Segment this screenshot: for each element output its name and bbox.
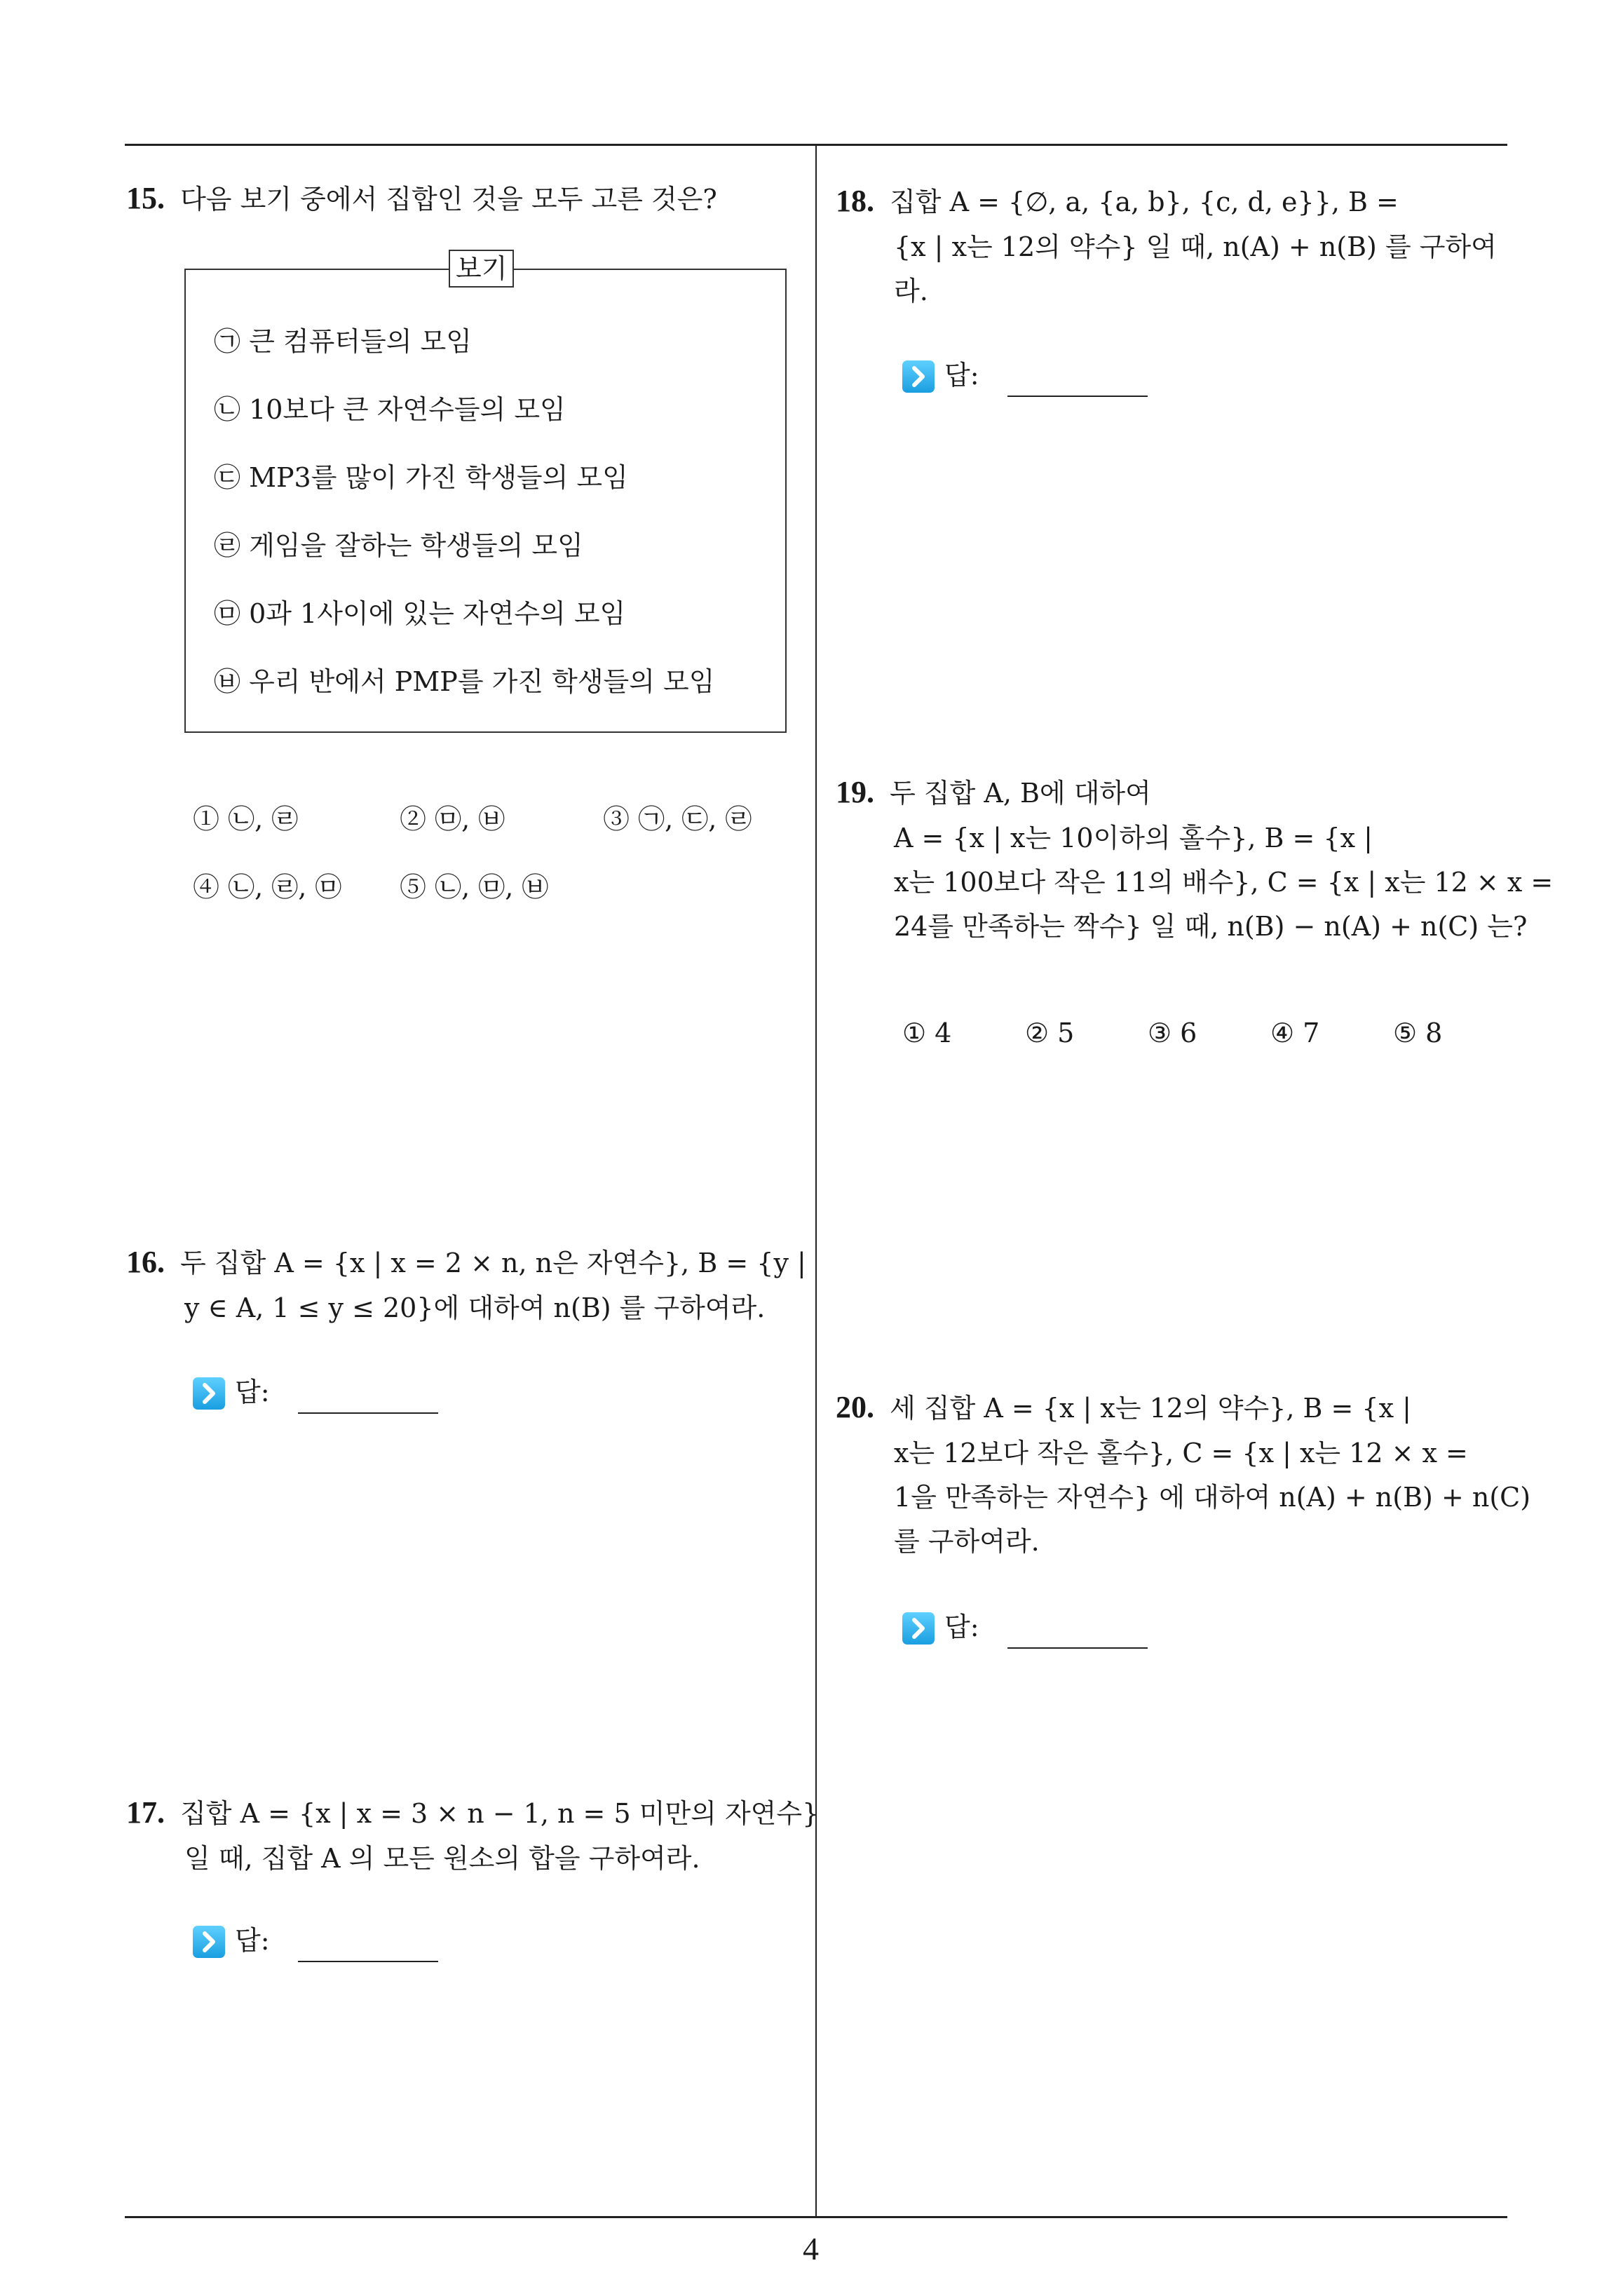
answer-label: 답: <box>235 1925 270 1956</box>
question-text-line: 두 집합 A = {x | x = 2 × n, n은 자연수}, B = {y | <box>180 1248 806 1278</box>
choice-5[interactable]: ⑤ ㉡, ㉤, ㉥ <box>400 872 549 903</box>
arrow-right-icon <box>193 1926 225 1958</box>
arrow-right-icon <box>193 1377 225 1410</box>
choice-1[interactable]: ① 4 <box>902 1018 952 1048</box>
choice-4[interactable]: ④ ㉡, ㉣, ㉤ <box>193 872 342 903</box>
question-text-line: 라. <box>894 276 928 306</box>
example-item: ㉡ 10보다 큰 자연수들의 모임 <box>214 394 566 425</box>
question-text-line: x는 100보다 작은 11의 배수}, C = {x | x는 12 × x = <box>894 867 1554 898</box>
example-item: ㉠ 큰 컴퓨터들의 모임 <box>214 326 472 357</box>
column-divider <box>815 144 817 2218</box>
choice-2[interactable]: ② ㉤, ㉥ <box>400 804 505 835</box>
bottom-rule <box>125 2216 1507 2218</box>
question-number: 20. <box>836 1390 874 1424</box>
question-text-line: 24를 만족하는 짝수} 일 때, n(B) − n(A) + n(C) 는? <box>894 911 1528 942</box>
answer-blank[interactable] <box>1007 396 1148 397</box>
question-number: 15. <box>126 181 165 215</box>
page-number: 4 <box>803 2231 819 2267</box>
answer-label: 답: <box>235 1377 270 1407</box>
question-text-line: 일 때, 집합 A 의 모든 원소의 합을 구하여라. <box>184 1843 700 1874</box>
question-text-line: {x | x는 12의 약수} 일 때, n(A) + n(B) 를 구하여 <box>894 231 1497 262</box>
arrow-right-icon <box>902 360 935 393</box>
answer-blank[interactable] <box>298 1961 438 1962</box>
choice-3[interactable]: ③ ㉠, ㉢, ㉣ <box>603 804 752 835</box>
arrow-right-icon <box>902 1612 935 1645</box>
question-number: 16. <box>126 1245 165 1279</box>
choice-1[interactable]: ① ㉡, ㉣ <box>193 804 299 835</box>
answer-blank[interactable] <box>1007 1647 1148 1649</box>
example-item: ㉥ 우리 반에서 PMP를 가진 학생들의 모임 <box>214 666 715 697</box>
example-item: ㉢ MP3를 많이 가진 학생들의 모임 <box>214 462 628 493</box>
question-text-line: y ∈ A, 1 ≤ y ≤ 20}에 대하여 n(B) 를 구하여라. <box>184 1292 766 1323</box>
example-item: ㉤ 0과 1사이에 있는 자연수의 모임 <box>214 598 626 629</box>
answer-field[interactable] <box>193 1375 473 1410</box>
choice-3[interactable]: ③ 6 <box>1148 1018 1197 1048</box>
question-text-line: A = {x | x는 10이하의 홀수}, B = {x | <box>894 823 1373 853</box>
answer-label: 답: <box>944 1612 979 1642</box>
question-text-line: x는 12보다 작은 홀수}, C = {x | x는 12 × x = <box>894 1438 1468 1468</box>
question-text-line: 집합 A = {∅, a, {a, b}, {c, d, e}}, B = <box>890 187 1399 217</box>
choice-2[interactable]: ② 5 <box>1025 1018 1075 1048</box>
answer-blank[interactable] <box>298 1412 438 1414</box>
answer-field[interactable] <box>902 358 1183 393</box>
choice-5[interactable]: ⑤ 8 <box>1393 1018 1443 1048</box>
question-number: 17. <box>126 1795 165 1830</box>
example-box-title: 보기 <box>449 250 514 288</box>
example-item: ㉣ 게임을 잘하는 학생들의 모임 <box>214 530 583 561</box>
question-text-line: 1을 만족하는 자연수} 에 대하여 n(A) + n(B) + n(C) <box>894 1482 1531 1513</box>
question-number: 19. <box>836 775 874 809</box>
answer-label: 답: <box>944 360 979 391</box>
question-number: 18. <box>836 184 874 218</box>
question-text-line: 두 집합 A, B에 대하여 <box>890 778 1151 809</box>
question-text: 다음 보기 중에서 집합인 것을 모두 고른 것은? <box>180 184 717 215</box>
question-text-line: 세 집합 A = {x | x는 12의 약수}, B = {x | <box>890 1393 1411 1424</box>
answer-field[interactable] <box>193 1923 473 1958</box>
answer-field[interactable] <box>902 1609 1183 1645</box>
choice-4[interactable]: ④ 7 <box>1270 1018 1320 1048</box>
question-text-line: 집합 A = {x | x = 3 × n − 1, n = 5 미만의 자연수} <box>180 1798 820 1829</box>
question-text-line: 를 구하여라. <box>894 1526 1040 1557</box>
